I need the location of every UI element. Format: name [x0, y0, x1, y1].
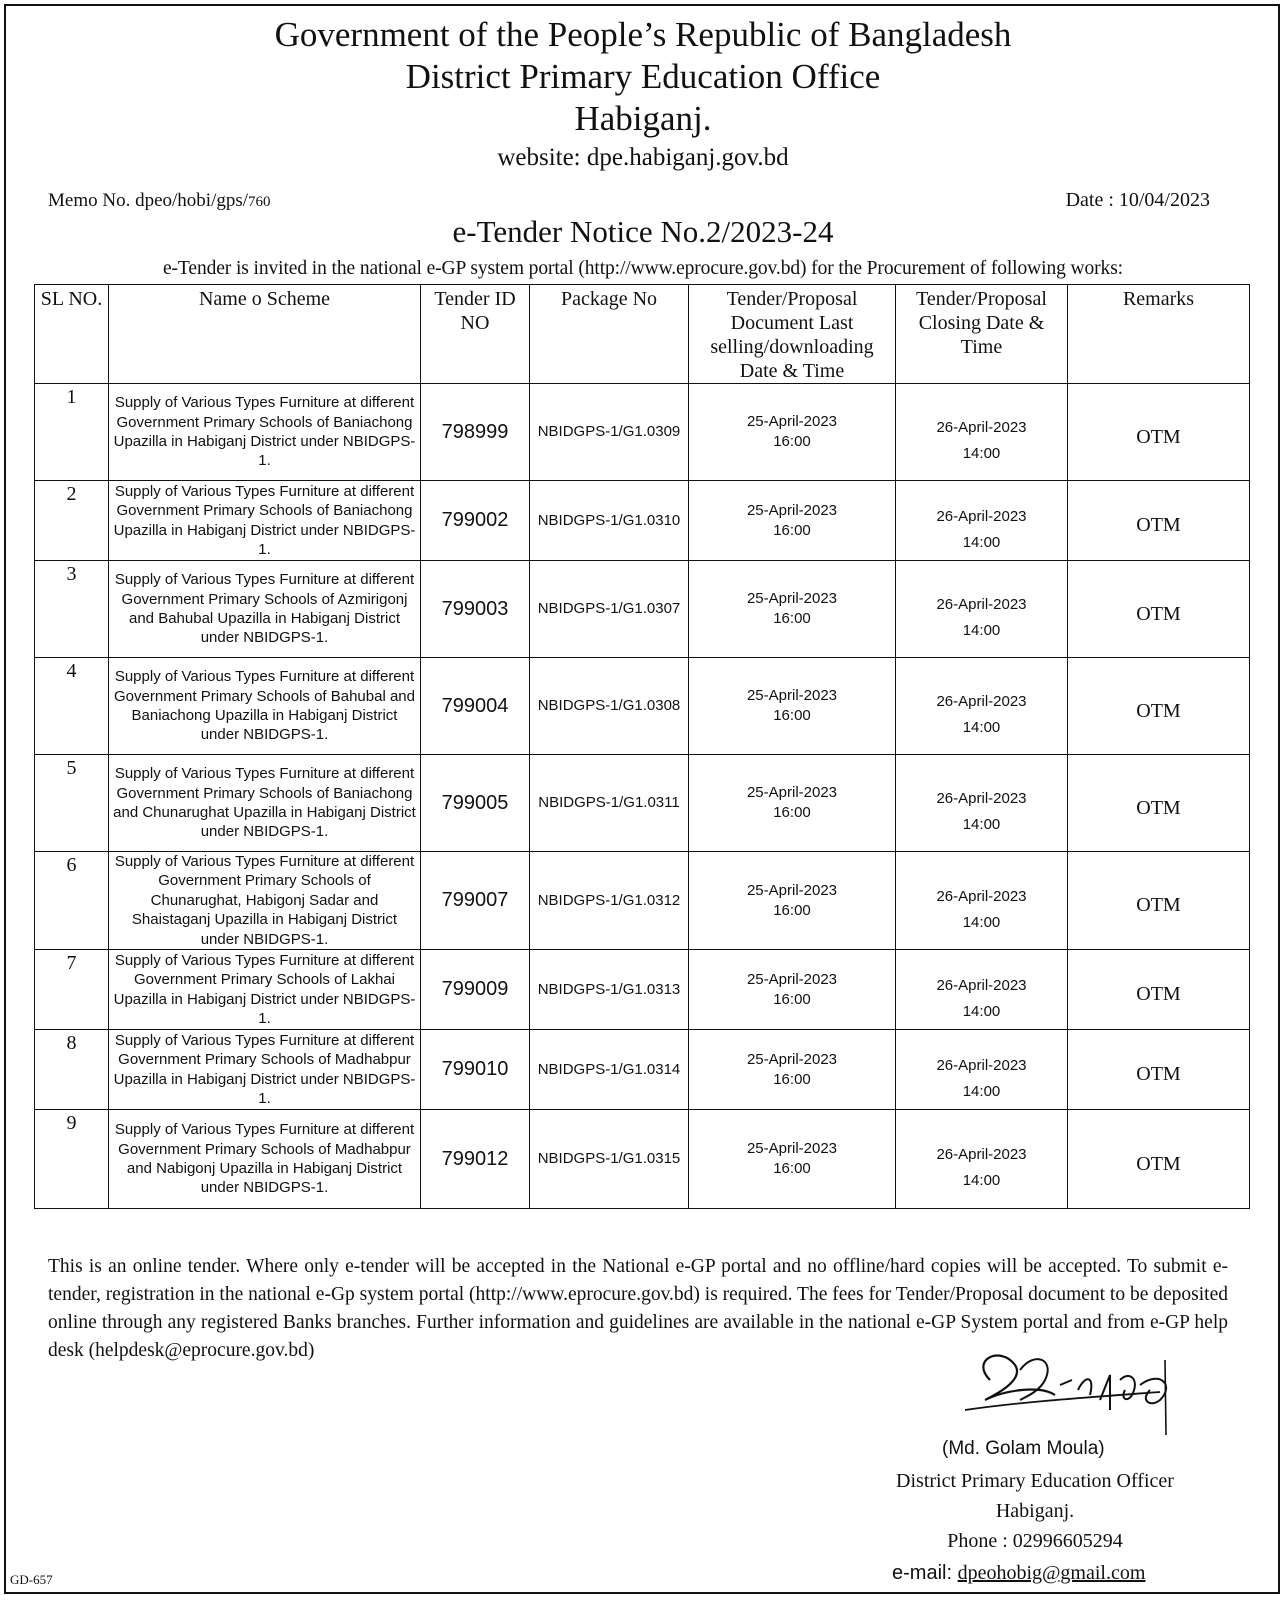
cell-tender-id: 799004 [421, 658, 530, 755]
table-row [35, 950, 1250, 1030]
table-row [35, 384, 1250, 481]
government-title: Government of the People’s Republic of Bangladesh [274, 15, 1012, 54]
cell-selling [689, 950, 896, 1030]
selling-time: 16:00 [773, 1160, 811, 1178]
cell-sl: 9 [35, 1110, 109, 1209]
closing-date: 26-April-2023 [936, 419, 1027, 436]
cell-tender-id: 799003 [421, 561, 530, 658]
cell-closing [896, 755, 1068, 852]
cell-selling [689, 852, 896, 950]
cell-package: NBIDGPS-1/G1.0307 [530, 561, 689, 658]
cell-tender-id: 799005 [421, 755, 530, 852]
closing-time: 14:00 [962, 719, 1001, 736]
cell-scheme: Supply of Various Types Furniture at different Government Primary Schools of Chunarughat, Habigonj Sadar and Shaistaganj Upazilla in Habiganj District under NBIDGPS-1. [109, 852, 421, 950]
closing-time: 14:00 [962, 913, 1001, 931]
table-header-row [35, 285, 1250, 384]
cell-remarks: OTM [1068, 384, 1250, 481]
memo-label: Memo No. dpeo/hobi/gps/ [48, 190, 249, 211]
closing-time: 14:00 [962, 445, 1001, 462]
closing-date: 26-April-2023 [936, 976, 1027, 994]
table-row [35, 481, 1250, 561]
cell-package: NBIDGPS-1/G1.0313 [530, 950, 689, 1030]
selling-time: 16:00 [773, 990, 811, 1008]
closing-date: 26-April-2023 [936, 507, 1027, 525]
cell-closing [896, 384, 1068, 481]
notice-date: Date : 10/04/2023 [1065, 189, 1210, 211]
cell-scheme: Supply of Various Types Furniture at different Government Primary Schools of Baniachong Upazilla in Habiganj District under NBIDGPS-1. [109, 481, 421, 561]
cell-sl: 3 [35, 561, 109, 658]
header-scheme: Name o Scheme [109, 285, 421, 384]
selling-date: 25-April-2023 [746, 590, 838, 607]
header-selling: Tender/Proposal Document Last selling/downloading Date & Time [689, 285, 896, 384]
handwritten-signature [960, 1340, 1180, 1440]
closing-time: 14:00 [962, 1082, 1001, 1100]
cell-sl: 2 [35, 481, 109, 561]
officer-phone: Phone : 02996605294 [947, 1530, 1123, 1552]
cell-scheme: Supply of Various Types Furniture at different Government Primary Schools of Bahubal and Baniachong Upazilla in Habiganj District under NBIDGPS-1. [109, 658, 421, 755]
closing-date: 26-April-2023 [936, 1056, 1027, 1074]
cell-scheme: Supply of Various Types Furniture at different Government Primary Schools of Baniachong Upazilla in Habiganj District under NBIDGPS-1. [109, 384, 421, 481]
officer-name: (Md. Golam Moula) [942, 1438, 1105, 1459]
table-row [35, 852, 1250, 950]
cell-selling [689, 658, 896, 755]
footer-paragraph: This is an online tender. Where only e-tender will be accepted in the National e-GP portal and no offline/hard copies will be accepted. To submit e-tender, registration in the national e-Gp system portal (http://www.eprocure.gov.bd) is required. The fees for Tender/Proposal document to be deposited online through any registered Banks branches. Further information and guidelines are available in the national e-GP System portal and from e-GP help desk (helpdesk@eprocure.gov.bd) [48, 1256, 1228, 1361]
cell-remarks: OTM [1068, 1110, 1250, 1209]
cell-selling [689, 1110, 896, 1209]
cell-package: NBIDGPS-1/G1.0308 [530, 658, 689, 755]
table-row [35, 658, 1250, 755]
selling-time: 16:00 [773, 610, 811, 627]
selling-date: 25-April-2023 [746, 1140, 838, 1158]
officer-email-line [892, 1562, 1145, 1585]
closing-time: 14:00 [962, 1172, 1001, 1190]
cell-remarks: OTM [1068, 950, 1250, 1030]
table-row [35, 755, 1250, 852]
cell-package: NBIDGPS-1/G1.0315 [530, 1110, 689, 1209]
cell-tender-id: 799012 [421, 1110, 530, 1209]
selling-date: 25-April-2023 [746, 687, 838, 704]
cell-closing [896, 658, 1068, 755]
officer-place: Habiganj. [995, 1500, 1075, 1522]
selling-time: 16:00 [773, 521, 811, 539]
officer-title: District Primary Education Officer [896, 1470, 1174, 1492]
officer-details [860, 1466, 1210, 1556]
selling-date: 25-April-2023 [746, 501, 838, 519]
cell-sl: 1 [35, 384, 109, 481]
cell-scheme: Supply of Various Types Furniture at different Government Primary Schools of Madhabpur Upazilla in Habiganj District under NBIDGPS-1. [109, 1030, 421, 1110]
cell-selling [689, 481, 896, 561]
cell-selling [689, 755, 896, 852]
cell-package: NBIDGPS-1/G1.0309 [530, 384, 689, 481]
selling-date: 25-April-2023 [746, 1050, 838, 1068]
header-closing: Tender/Proposal Closing Date & Time [896, 285, 1068, 384]
cell-package: NBIDGPS-1/G1.0314 [530, 1030, 689, 1110]
cell-remarks: OTM [1068, 755, 1250, 852]
document-code: GD-657 [10, 1572, 53, 1587]
closing-date: 26-April-2023 [936, 1146, 1027, 1164]
header-sl: SL NO. [35, 285, 109, 384]
cell-sl: 6 [35, 852, 109, 950]
table-row [35, 1030, 1250, 1110]
table-row [35, 561, 1250, 658]
cell-sl: 4 [35, 658, 109, 755]
office-title: District Primary Education Office [405, 57, 881, 96]
cell-selling [689, 384, 896, 481]
cell-tender-id: 799002 [421, 481, 530, 561]
notice-title: e-Tender Notice No.2/2023-24 [452, 214, 834, 249]
cell-scheme: Supply of Various Types Furniture at different Government Primary Schools of Madhabpur and Nabigonj Upazilla in Habiganj District under NBIDGPS-1. [109, 1110, 421, 1209]
selling-date: 25-April-2023 [746, 970, 838, 988]
memo-serial: 760 [248, 194, 271, 210]
cell-selling [689, 561, 896, 658]
header-tender-id: Tender ID NO [421, 285, 530, 384]
selling-time: 16:00 [773, 804, 811, 821]
cell-package: NBIDGPS-1/G1.0310 [530, 481, 689, 561]
selling-time: 16:00 [773, 707, 811, 724]
closing-time: 14:00 [962, 816, 1001, 833]
closing-date: 26-April-2023 [936, 887, 1027, 905]
cell-scheme: Supply of Various Types Furniture at different Government Primary Schools of Azmirigonj and Bahubal Upazilla in Habiganj District under NBIDGPS-1. [109, 561, 421, 658]
cell-selling [689, 1030, 896, 1110]
closing-date: 26-April-2023 [936, 596, 1027, 613]
cell-sl: 8 [35, 1030, 109, 1110]
memo-number [48, 190, 271, 212]
selling-time: 16:00 [773, 1070, 811, 1088]
cell-scheme: Supply of Various Types Furniture at different Government Primary Schools of Lakhai Upazilla in Habiganj District under NBIDGPS-1. [109, 950, 421, 1030]
selling-date: 25-April-2023 [746, 881, 838, 899]
cell-scheme: Supply of Various Types Furniture at different Government Primary Schools of Baniachong and Chunarughat Upazilla in Habiganj District under NBIDGPS-1. [109, 755, 421, 852]
selling-time: 16:00 [773, 901, 811, 919]
header-package: Package No [530, 285, 689, 384]
cell-closing [896, 1110, 1068, 1209]
table-row [35, 1110, 1250, 1209]
selling-time: 16:00 [773, 433, 811, 450]
cell-package: NBIDGPS-1/G1.0312 [530, 852, 689, 950]
cell-sl: 5 [35, 755, 109, 852]
cell-closing [896, 561, 1068, 658]
website-line: website: dpe.habiganj.gov.bd [497, 144, 789, 171]
cell-tender-id: 799010 [421, 1030, 530, 1110]
header-remarks: Remarks [1068, 285, 1250, 384]
office-location: Habiganj. [574, 99, 712, 138]
cell-closing [896, 852, 1068, 950]
tender-table [34, 284, 1250, 1209]
closing-date: 26-April-2023 [936, 790, 1027, 807]
cell-remarks: OTM [1068, 561, 1250, 658]
cell-tender-id: 799009 [421, 950, 530, 1030]
email-label: e-mail: [892, 1562, 958, 1584]
cell-closing [896, 1030, 1068, 1110]
cell-closing [896, 950, 1068, 1030]
cell-tender-id: 798999 [421, 384, 530, 481]
cell-remarks: OTM [1068, 852, 1250, 950]
closing-time: 14:00 [962, 622, 1001, 639]
selling-date: 25-April-2023 [746, 413, 838, 430]
selling-date: 25-April-2023 [746, 784, 838, 801]
cell-remarks: OTM [1068, 658, 1250, 755]
cell-sl: 7 [35, 950, 109, 1030]
closing-time: 14:00 [962, 533, 1001, 551]
cell-package: NBIDGPS-1/G1.0311 [530, 755, 689, 852]
intro-text: e-Tender is invited in the national e-GP system portal (http://www.eprocure.gov.bd) for the Procurement of following works: [162, 258, 1124, 279]
cell-closing [896, 481, 1068, 561]
email-link[interactable]: dpeohobig@gmail.com [957, 1562, 1146, 1584]
closing-date: 26-April-2023 [936, 693, 1027, 710]
letterhead [0, 14, 1286, 174]
cell-tender-id: 799007 [421, 852, 530, 950]
closing-time: 14:00 [962, 1002, 1001, 1020]
cell-remarks: OTM [1068, 481, 1250, 561]
cell-remarks: OTM [1068, 1030, 1250, 1110]
